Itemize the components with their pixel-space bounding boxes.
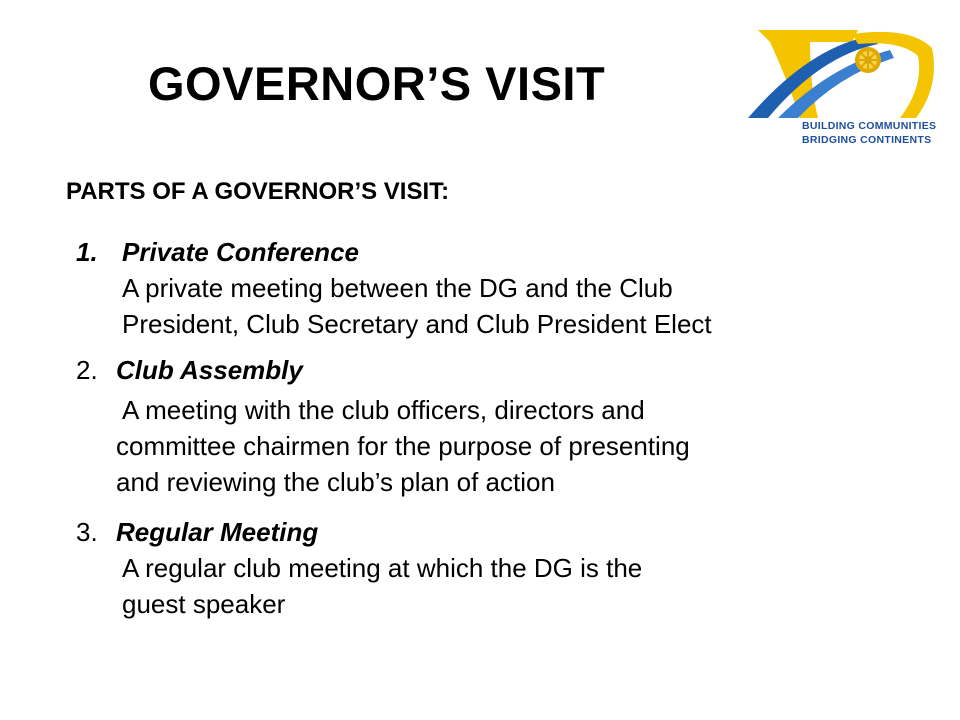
- item-heading: Club Assembly: [116, 355, 303, 385]
- logo-tagline-1: BUILDING COMMUNITIES: [802, 120, 937, 132]
- list-item: [76, 514, 98, 550]
- item-description-line: A private meeting between the DG and the Club: [122, 273, 673, 303]
- section-subtitle: PARTS OF A GOVERNOR’S VISIT:: [66, 178, 450, 205]
- rotary-wheel-icon: [855, 47, 881, 73]
- slide-title: GOVERNOR’S VISIT: [148, 57, 606, 110]
- item-number: 2.: [76, 355, 98, 385]
- item-number: 1.: [76, 237, 98, 267]
- item-number: 3.: [76, 517, 98, 547]
- item-heading: Private Conference: [122, 237, 359, 267]
- logo-tagline-2: BRIDGING CONTINENTS: [802, 134, 932, 146]
- item-description-line: and reviewing the club’s plan of action: [116, 467, 555, 497]
- item-description-line: A regular club meeting at which the DG is the: [122, 553, 643, 583]
- rotary-70-logo-graphic: [740, 26, 940, 126]
- list-item: [76, 352, 98, 388]
- logo: [740, 26, 940, 156]
- list-item: [76, 234, 98, 270]
- item-heading: Regular Meeting: [116, 517, 319, 547]
- item-description-line: A meeting with the club officers, directors and: [122, 395, 645, 425]
- item-description-line: President, Club Secretary and Club President Elect: [122, 309, 712, 339]
- item-description-line: guest speaker: [122, 589, 286, 619]
- item-description-line: committee chairmen for the purpose of presenting: [116, 431, 690, 461]
